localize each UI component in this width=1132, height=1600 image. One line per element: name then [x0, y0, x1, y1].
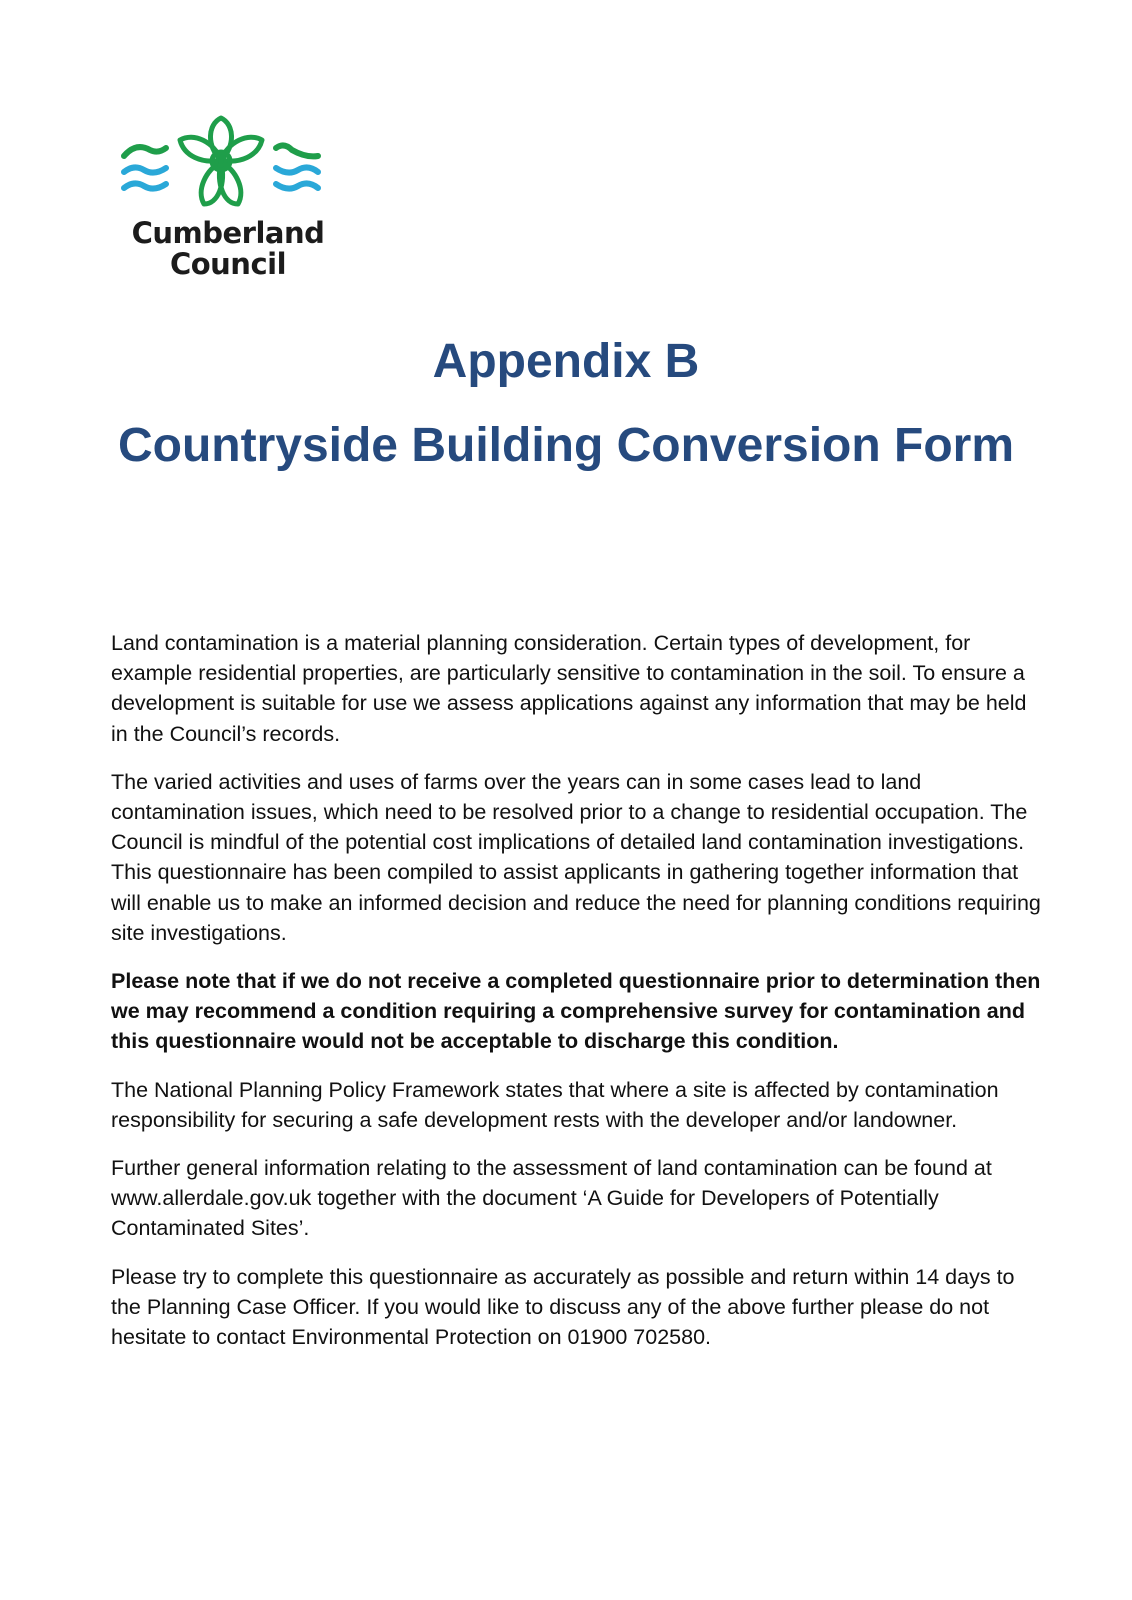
document-body: [111, 628, 1041, 1370]
title-block: [110, 332, 1022, 478]
form-title: Countryside Building Conversion Form: [117, 419, 1015, 472]
paragraph-farm-activities: The varied activities and uses of farms over the years can in some cases lead to land contamination issues, which need to be resolved prior to a change to residential occupation. The Council is mindful of the potential cost implications of detailed land contamination investigations. This questionnaire has been compiled to assist applicants in gathering together information that will enable us to make an informed decision and reduce the need for planning conditions requiring site investigations.: [111, 769, 1041, 945]
paragraph-important-note: Please note that if we do not receive a completed questionnaire prior to determination then we may recommend a condition requiring a comprehensive survey for contamination and this questionnaire would not be acceptable to discharge this condition.: [111, 969, 1041, 1054]
paragraph-further-info: Further general information relating to the assessment of land contamination can be found at www.allerdale.gov.uk together with the document ‘A Guide for Developers of Potentially Contaminated Sites’.: [111, 1156, 992, 1241]
council-logo: [118, 112, 328, 282]
appendix-title: Appendix B: [432, 335, 700, 388]
flower-waves-emblem-icon: [118, 112, 324, 224]
logo-wordmark: [130, 218, 326, 280]
paragraph-contact: Please try to complete this questionnaire as accurately as possible and return within 14 days to the Planning Case Officer. If you would like to discuss any of the above further please do not hesitate to contact Environmental Protection on 01900 702580.: [111, 1264, 1015, 1350]
paragraph-intro: Land contamination is a material planning consideration. Certain types of development, for example residential properties, are particularly sensitive to contamination in the soil. To ensure a development is suitable for use we assess applications against any information that may be held in the Council’s records.: [111, 631, 1027, 746]
paragraph-nppf: The National Planning Policy Framework states that where a site is affected by contamination responsibility for securing a safe development rests with the developer and/or landowner.: [111, 1077, 999, 1132]
logo-name-line2: Council: [169, 247, 287, 281]
logo-name-line1: Cumberland: [131, 216, 325, 250]
